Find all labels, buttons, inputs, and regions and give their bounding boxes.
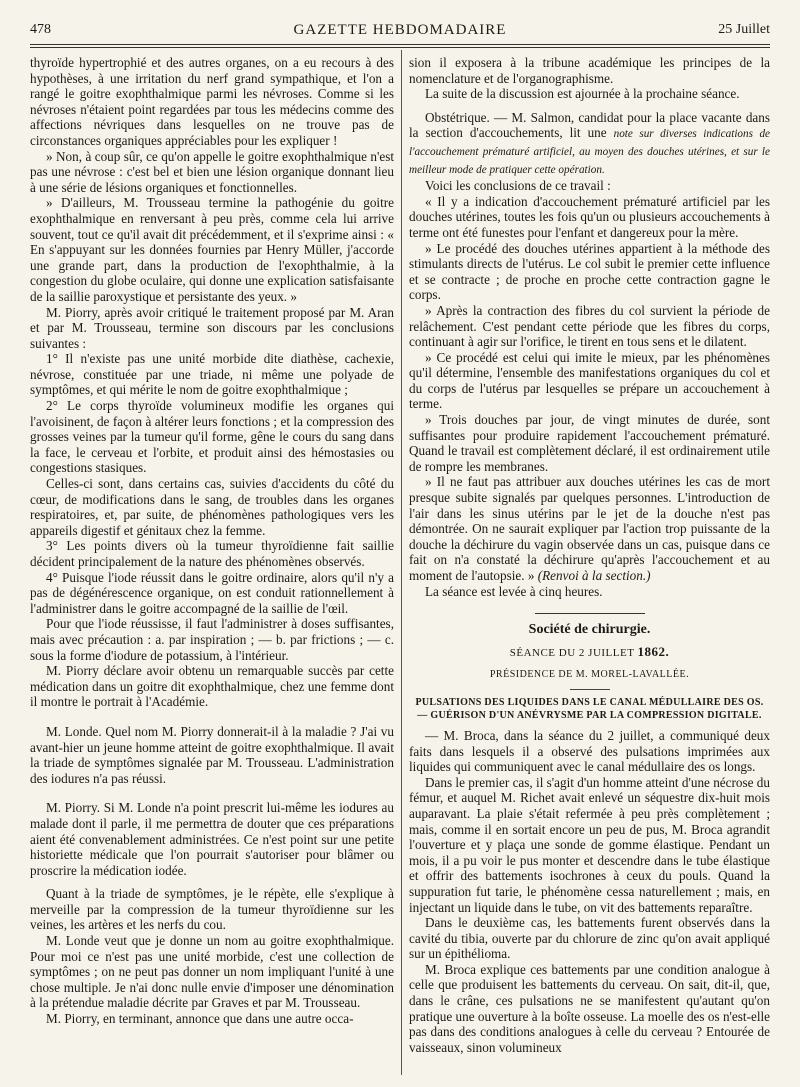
session-label: SÉANCE DU 2 JUILLET — [509, 646, 635, 659]
journal-title: GAZETTE HEBDOMADAIRE — [293, 22, 507, 38]
conclusion-item: 1° Il n'existe pas une unité morbide dite diathèse, cachexie, névrose, constituée par une triade, ni même une polyade de symptômes, et qui mérite le nom de goitre exophthalmique ; — [30, 351, 394, 398]
issue-date: 25 Juillet — [718, 22, 770, 37]
quote-paragraph: « Il y a indication d'accouchement prématuré artificiel par les douches utérines, toutes les fois qu'un ou plusieurs accouchements à terme ont été funestes pour l'enfant et dangereux pour la mère. — [409, 193, 770, 240]
article-caption: PULSATIONS DES LIQUIDES DANS LE CANAL MÉDULLAIRE DES OS. — GUÉRISON D'UN ANÉVRYSME PAR LA COMPRESSION DIGITALE. — [415, 696, 764, 721]
conclusion-item: 3° Les points divers où la tumeur thyroïdienne fait saillie décident principalement de la nature des phénomènes observés. — [30, 538, 394, 569]
section-separator — [535, 613, 645, 614]
paragraph: M. Broca explique ces battements par une condition analogue à celle que produisent les battements du cerveau. On sait, dit-il, que, dans le crâne, ces pulsations ne se manifestent qu'autant qu'on pratique une ouverture à la boîte osseuse. La moelle des os n'est-elle pas dans des conditions analogues à celle du cerveau ? Entourée de vaisseaux, sinon volumineux — [409, 961, 770, 1055]
obstetrics-paragraph — [409, 110, 770, 178]
paragraph: thyroïde hypertrophié et des autres organes, on a eu recours à des hypothèses, à une irritation du nerf grand sympathique, et l'on a rangé le goitre exophthalmique parmi les névroses. Comme si les névroses n'étaient point regardées par tous les médecins comme des affections névriques dans lesquelles on ne trouve pas de circonstances organiques appréciables pour les expliquer ! — [30, 55, 394, 148]
paragraph: M. Piorry, en terminant, annonce que dans une autre occa- — [46, 1011, 354, 1027]
paragraph: Pour que l'iode réussisse, il faut l'administrer à doses suffisantes, mais avec précaution : a. par inspiration ; — b. par frictions ; — c. sous la forme d'iodure de potassium, à l'intérieur. — [30, 616, 394, 663]
note-title: note sur diverses indications de l'accouchement prématuré artificiel, au moyen des douches utérines, et sur le meilleur mode de pratiquer cette opération. — [409, 128, 770, 176]
left-column — [30, 55, 394, 1075]
paragraph: » D'ailleurs, M. Trousseau termine la pathogénie du goitre exophthalmique en renversant à peu près, comme cela lui arrive souvent, tout ce qu'il avait dit précédemment, et il s'exprime ainsi : « En s'appuyant sur les données fournies par Henry Müller, j'accorde une grande part, dans la production de l'exophthalmie, à la congestion du globe oculaire, qui donne une explication satisfaisante de la saillie paroxystique et persistante des yeux. » — [30, 195, 394, 304]
quote-text: » Il ne faut pas attribuer aux douches utérines les cas de mort presque subite signalés par quelques personnes. L'introduction de l'air dans les sinus utérins par le jet de la douche n'est pas démontrée. On ne saurait expliquer par l'action trop puissante de la douche la déchirure du vagin observée dans un cas, puisque dans ce fait on n'a constaté la déchirure qu'après l'accouchement et au moment de l'autopsie. » — [409, 474, 770, 583]
referral-note: (Renvoi à la section.) — [537, 568, 651, 583]
obstetrics-intro: Obstétrique. — M. Salmon, candidat pour la place vacante dans la section d'accouchements, lit une — [409, 109, 770, 141]
paragraph: La suite de la discussion est ajournée à la prochaine séance. — [425, 86, 740, 102]
header-rule-double — [30, 47, 770, 48]
presidency-line: PRÉSIDENCE DE M. MOREL-LAVALLÉE. — [489, 669, 690, 681]
short-rule — [570, 689, 610, 690]
paragraph: Celles-ci sont, dans certains cas, suivies d'accidents du côté du cœur, de modifications dans le sang, de troubles dans les organes respiratoires, et, par suite, de phénomènes pathologiques vers les appareils digestif et génitaux chez la femme. — [30, 476, 394, 538]
session-year: 1862. — [637, 643, 670, 659]
paragraph: sion il exposera à la tribune académique les principes de la nomenclature et de l'organographisme. — [409, 55, 770, 86]
header-rule — [30, 44, 770, 45]
paragraph: M. Piorry déclare avoir obtenu un remarquable succès par cette médication dans un goitre dit exophthalmique, chez une femme dont il montre le portrait à l'Académie. — [30, 663, 394, 710]
dialogue-paragraph: M. Londe. Quel nom M. Piorry donnerait-il à la maladie ? J'ai vu avant-hier un jeune homme atteint de goitre exophthalmique. Il avait la triade de symptômes signalée par M. Trousseau. L'administration des iodures n'a pas réussi. — [30, 723, 394, 786]
paragraph: M. Piorry, après avoir critiqué le traitement proposé par M. Aran et par M. Trousseau, termine son discours par les conclusions suivantes : — [30, 304, 394, 351]
paragraph: Dans le premier cas, il s'agit d'un homme atteint d'une nécrose du fémur, et auquel M. Richet avait enlevé un séquestre dix-huit mois auparavant. La plaie s'était refermée à peu près complètement ; mais, comme il en sortait encore un peu de pus, M. Broca agrandit l'ouverture et y plaça une sonde de gomme élastique. Pendant un mois, il a pu voir le pus monter et descendre dans le tube élastique et offrir des battements isochrones à ceux du pouls. Quand la suppuration fut tarie, le phénomène cessa naturellement ; mais, en injectant un liquide dans le tube, on vit des battements reparaître. — [409, 774, 770, 915]
paragraph: Voici les conclusions de ce travail : — [425, 178, 611, 194]
quote-paragraph: » Ce procédé est celui qui imite le mieux, par les phénomènes qu'il détermine, l'ensemble des manifestations organiques du col et du corps de l'utérus par lesquelles se prépare un accouchement à terme. — [409, 349, 770, 412]
paragraph: Quant à la triade de symptômes, je le répète, elle s'explique à merveille par la compression de la tumeur thyroïdienne sur les veines, les artères et les nerfs du cou. — [30, 886, 394, 933]
paragraph: Dans le deuxième cas, les battements furent observés dans la cavité du tibia, ouverte par du chlorure de zinc qu'on avait appliqué sur un épithélioma. — [409, 915, 770, 962]
society-heading: Société de chirurgie. — [528, 622, 651, 638]
right-column — [409, 55, 770, 1075]
paragraph: M. Londe veut que je donne un nom au goitre exophthalmique. Pour moi ce n'est pas une unité morbide, c'est une collection de symptômes ; on ne peut pas donner un nom impliquant l'unité à une chose multiple. Je n'ai donc nulle envie d'imposer une dénomination à la prétendue maladie décrite par Graves et par M. Trousseau. — [30, 933, 394, 1011]
dialogue-paragraph: M. Piorry. Si M. Londe n'a point prescrit lui-même les iodures au malade dont il parle, il me permettra de douter que ces préparations aient été convenablement administrées. Ce n'est point sur une petite historiette médicale que l'on pourrait s'autoriser pour blâmer ou proscrire la médication iodée. — [30, 800, 394, 878]
conclusion-item: 2° Le corps thyroïde volumineux modifie les organes qui l'avoisinent, de façon à altérer leurs fonctions ; et la compression des grosses veines par la tumeur qu'il forme, gêne le cours du sang dans la face, le cerveau et l'orbite, et produit ainsi des hémostasies ou congestions stasiques. — [30, 398, 394, 476]
quote-paragraph — [409, 474, 770, 583]
page-header — [30, 20, 770, 44]
quote-paragraph: » Trois douches par jour, de vingt minutes de durée, sont suffisantes pour produire rapidement l'accouchement prématuré. Quand le travail est complètement déclaré, il est ordinairement utile de rompre les membranes. — [409, 412, 770, 474]
paragraph: » Non, à coup sûr, ce qu'on appelle le goitre exophthalmique n'est pas une névrose : c'est bel et bien une lésion organique donnant lieu à une série de lésions organiques et fonctionnelles. — [30, 148, 394, 195]
session-date — [409, 644, 770, 662]
conclusion-item: 4° Puisque l'iode réussit dans le goitre ordinaire, alors qu'il n'y a pas de dégénérescence organique, on est conduit rationnellement à l'administrer dans le goitre accompagné de la saillie de l'œil. — [30, 569, 394, 616]
column-divider — [401, 50, 402, 1075]
closing-line: La séance est levée à cinq heures. — [425, 583, 603, 599]
page-number: 478 — [30, 22, 51, 37]
paragraph: — M. Broca, dans la séance du 2 juillet, a communiqué deux faits dans lesquels il a observé des pulsations imprimées aux liquides qui communiquent avec le canal médullaire des os longs. — [409, 727, 770, 775]
quote-paragraph: » Après la contraction des fibres du col survient la période de relâchement. C'est pendant cette période que les fibres du corps, continuant à agir sur l'orifice, le tirent en tous sens et le dilatent. — [409, 302, 770, 350]
quote-paragraph: » Le procédé des douches utérines appartient à la méthode des stimulants directs de l'utérus. Le col subit le premier cette influence et se contracte ; de proche en proche cette contraction gagne le corps. — [409, 240, 770, 303]
